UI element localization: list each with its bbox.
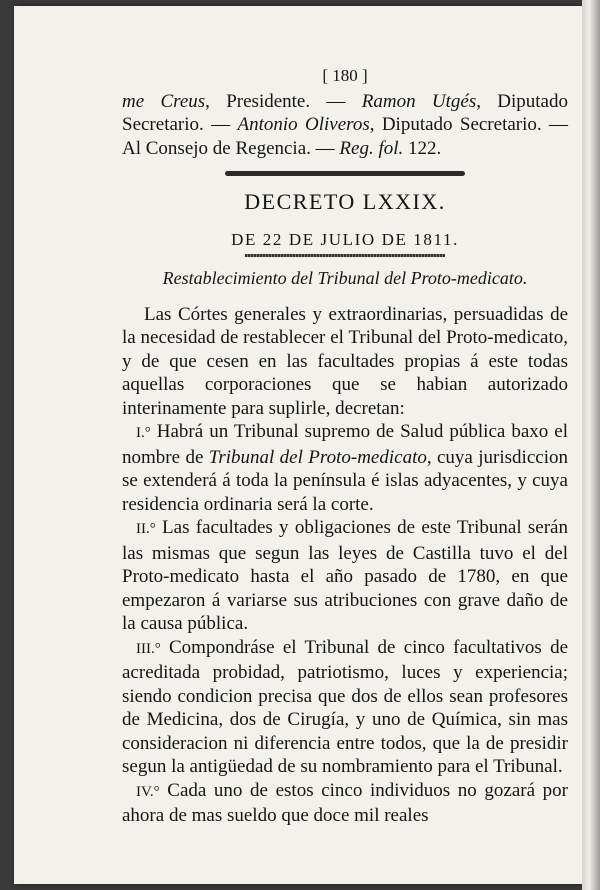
previous-decree-ending <box>122 90 568 161</box>
signer-role-3: , Diputado Secretario. — Al Consejo de Regencia. — <box>122 114 568 159</box>
article-1 <box>122 420 568 516</box>
page-number: [ 180 ] <box>322 66 368 85</box>
signer-role-1: , Presidente. — <box>205 90 362 112</box>
register-ref: Reg. fol. <box>339 137 404 159</box>
signer-role-2: , Diputado Secretario. — <box>122 90 568 135</box>
article-number: II.° <box>136 521 156 537</box>
article-4 <box>122 779 568 828</box>
article-text: Habrá un Tribunal supremo de Salud pública baxo el nombre de <box>122 421 568 468</box>
signer-name-2: Ramon Utgés <box>361 90 477 112</box>
signer-name-1: me Creus <box>122 90 206 112</box>
date-underline <box>245 254 445 257</box>
decree-intro: Las Córtes generales y extraordinarias, persuadidas de la necesidad de restablecer el Tribunal del Proto-medicato, y de que cesen en las facultades propias á este todas aquellas corporaciones que se habian autorizado interinamente para suplirle, decretan: <box>122 303 568 419</box>
article-2 <box>122 516 568 636</box>
article-number: IV.° <box>136 783 160 800</box>
article-number: I.° <box>136 425 151 441</box>
page-edge-shadow <box>582 0 600 890</box>
article-text-italic: Tribunal del Proto-medicato <box>208 446 427 468</box>
register-folio: 122. <box>403 137 442 159</box>
article-text: , cuya jurisdiccion se extenderá á toda la península é islas adyacentes, y cuya residencia ordinaria será la corte. <box>122 446 568 515</box>
decree-subtitle: Restablecimiento del Tribunal del Proto-medicato. <box>162 268 528 288</box>
document-page <box>14 6 582 884</box>
article-number: III.° <box>136 640 161 657</box>
decree-date: DE 22 DE JULIO DE 1811. <box>231 229 459 249</box>
article-text: Cada uno de estos cinco individuos no gozará por ahora de mas sueldo que doce mil reales <box>122 779 568 826</box>
article-3 <box>122 636 568 779</box>
page-text <box>122 64 568 828</box>
article-text: Las facultades y obligaciones de este Tribunal serán las mismas que segun las leyes de Castilla tuvo el del Proto-medicato hasta el año pasado de 1780, en que empezaron á variarse sus atribuciones con grave daño de la causa pública. <box>122 517 568 634</box>
article-text: Compondráse el Tribunal de cinco facultativos de acreditada probidad, patriotismo, luces y experiencia; siendo condicion precisa que dos de ellos sean profesores de Medicina, dos de Cirugía, y uno de Química, sin mas consideracion ni diferencia entre todos, que la de presidir segun la antigüedad de su nombramiento para el Tribunal. <box>122 636 568 777</box>
decree-title: DECRETO LXXIX. <box>244 189 446 214</box>
section-divider <box>225 171 465 176</box>
signer-name-3: Antonio Oliveros <box>237 114 370 135</box>
